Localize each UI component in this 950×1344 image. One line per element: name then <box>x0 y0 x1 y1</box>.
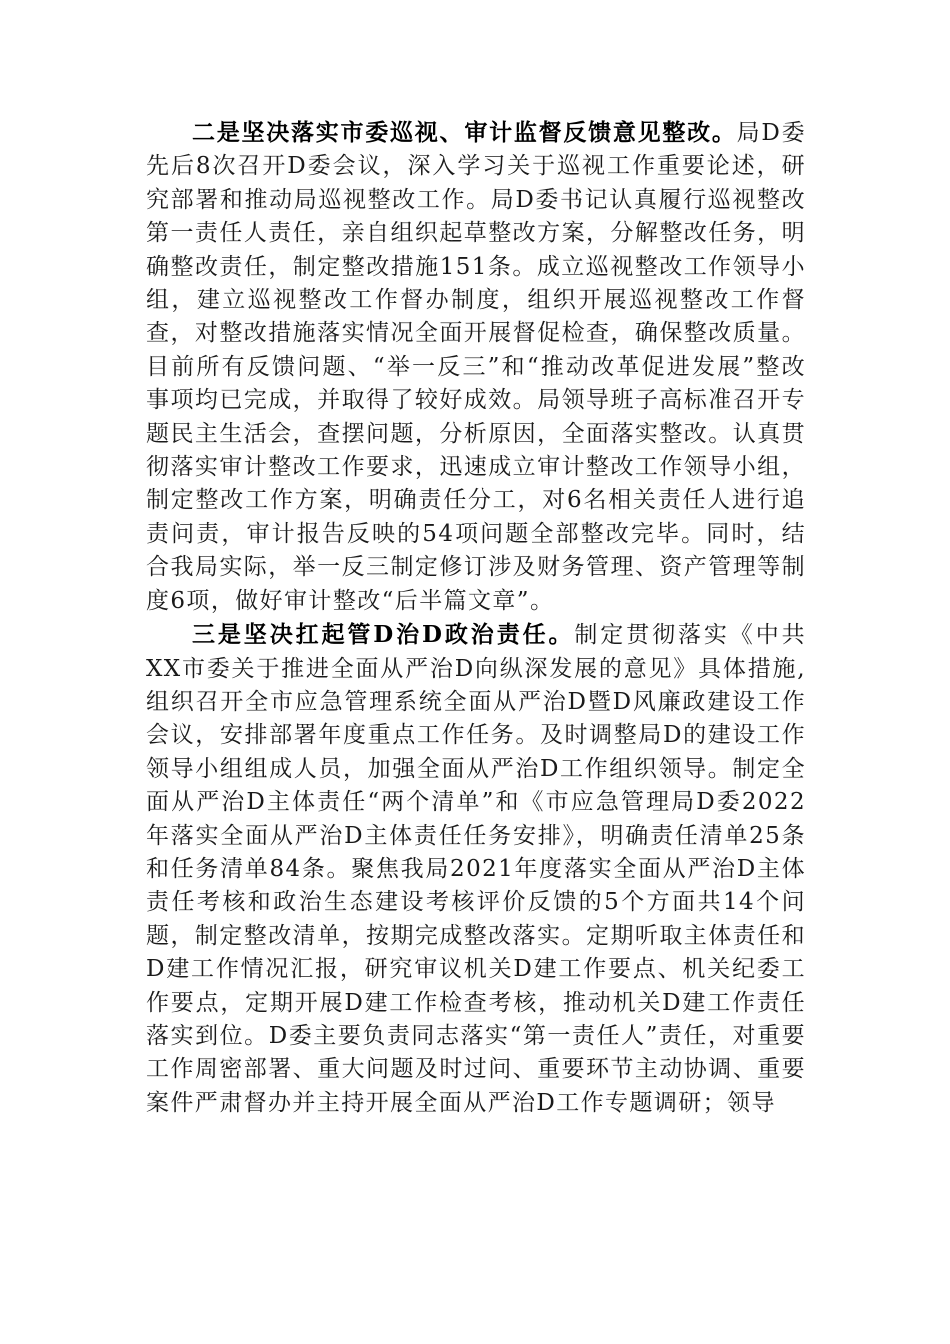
paragraph-party-governance <box>146 618 806 1120</box>
paragraph-heading: 三是坚决扛起管D治D政治责任。 <box>192 621 575 649</box>
paragraph-text: 制定贯彻落实《中共XX市委关于推进全面从严治D向纵深发展的意见》具体措施,组织召开全市应急管理系统全面从严治D暨D风廉政建设工作会议，安排部署年度重点工作任务。及时调整局D的建设工作领导小组组成人员，加强全面从严治D工作组织领导。制定全面从严治D主体责任“两个清单”和《市应急管理局D委2022年落实全面从严治D主体责任任务安排》，明确责任清单25条和任务清单84条。聚焦我局2021年度落实全面从严治D主体责任考核和政治生态建设考核评价反馈的5个方面共14个问题，制定整改清单，按期完成整改落实。定期听取主体责任和D建工作情况汇报，研究审议机关D建工作要点、机关纪委工作要点，定期开展D建工作检查考核，推动机关D建工作责任落实到位。D委主要负责同志落实“第一责任人”责任，对重要工作周密部署、重大问题及时过问、重要环节主动协调、重要案件严肃督办并主持开展全面从严治D工作专题调研；领导 <box>146 622 806 1116</box>
paragraph-heading: 二是坚决落实市委巡视、审计监督反馈意见整改。 <box>192 119 737 146</box>
paragraph-inspection-rectification <box>146 116 806 618</box>
document-body <box>146 116 806 1120</box>
paragraph-text: 局D委先后8次召开D委会议，深入学习关于巡视工作重要论述，研究部署和推动局巡视整改工作。局D委书记认真履行巡视整改第一责任人责任，亲自组织起草整改方案，分解整改任务，明确整改责任，制定整改措施151条。成立巡视整改工作领导小组，建立巡视整改工作督办制度，组织开展巡视整改工作督查，对整改措施落实情况全面开展督促检查，确保整改质量。目前所有反馈问题、“举一反三”和“推动改革促进发展”整改事项均已完成，并取得了较好成效。局领导班子高标准召开专题民主生活会，查摆问题，分析原因，全面落实整改。认真贯彻落实审计整改工作要求，迅速成立审计整改工作领导小组，制定整改工作方案，明确责任分工，对6名相关责任人进行追责问责，审计报告反映的54项问题全部整改完毕。同时，结合我局实际，举一反三制定修订涉及财务管理、资产管理等制度6项，做好审计整改“后半篇文章”。 <box>146 120 806 614</box>
